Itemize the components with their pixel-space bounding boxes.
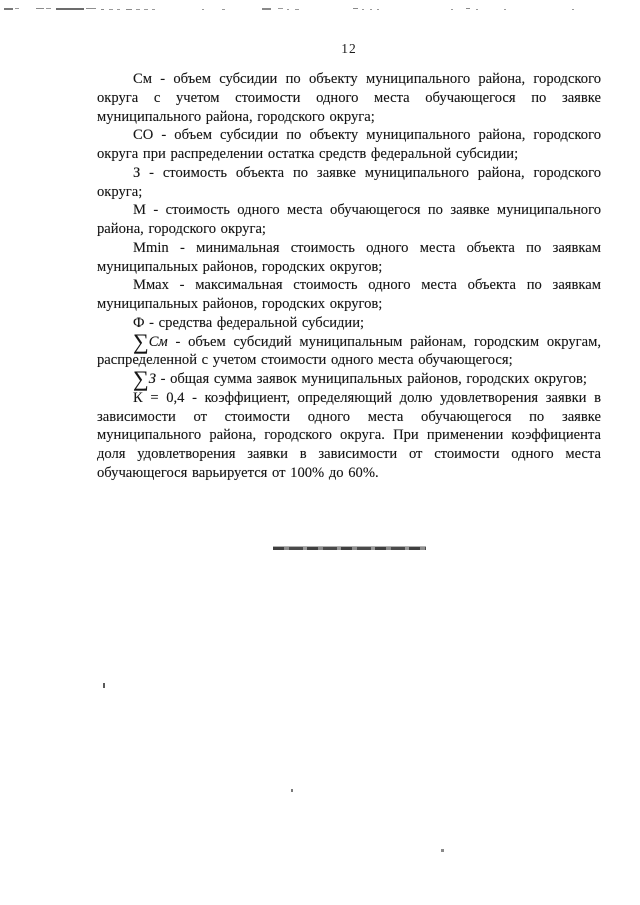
scan-artifact (152, 9, 155, 10)
sum-symbol: ∑ (133, 328, 149, 354)
paragraph (97, 314, 601, 333)
scan-artifact (262, 8, 271, 10)
paragraph (97, 328, 601, 371)
scan-artifact (103, 683, 105, 688)
formula-variable: См (148, 333, 168, 350)
text-segment: СО - объем субсидии по объекту муниципального района, городского округа при распределении остатка средств федеральной субсидии; (97, 127, 601, 162)
formula-variable: З (148, 371, 156, 387)
text-segment: Ммах - максимальная стоимость одного места объекта по заявкам муниципальных районов, городских округов; (97, 277, 601, 312)
scan-artifact (136, 9, 140, 10)
document-body (97, 70, 601, 483)
scan-artifact (117, 9, 120, 10)
scan-artifact (291, 789, 293, 792)
scan-artifact (476, 9, 478, 10)
scan-artifact (572, 9, 574, 10)
scan-artifact (126, 9, 132, 10)
scan-artifact (4, 8, 13, 10)
sum-symbol: ∑ (133, 366, 149, 391)
paragraph (97, 366, 601, 391)
text-segment: З - стоимость объекта по заявке муниципального района, городского округа; (97, 164, 601, 200)
text-segment: Mmin - минимальная стоимость одного места объекта по заявкам муниципальных районов, городских округов; (97, 239, 601, 275)
paragraph (97, 126, 601, 164)
paragraph (97, 201, 601, 239)
scan-artifact (295, 9, 299, 10)
paragraph (97, 276, 601, 314)
scan-artifact (466, 8, 470, 9)
scan-artifact (46, 8, 51, 9)
scan-artifact (36, 8, 44, 9)
scan-artifact (362, 9, 364, 10)
text-segment: М - стоимость одного места обучающегося по заявке муниципального района, городского округа; (97, 202, 601, 237)
scan-artifact (56, 8, 84, 10)
scan-artifact (441, 849, 444, 852)
scan-artifact (504, 9, 506, 10)
scan-artifact (353, 8, 358, 9)
text-segment: - объем субсидий муниципальным районам, городским округам, распределенной с учетом стоимости одного места обучающегося; (97, 333, 601, 369)
scan-artifact (101, 9, 104, 10)
scan-artifact (109, 9, 113, 10)
page-number: 12 (341, 41, 357, 56)
scan-artifact (370, 9, 372, 10)
scan-artifact (222, 9, 225, 10)
text-segment: См - объем субсидии по объекту муниципального района, городского округа с учетом стоимости одного места обучающегося по заявке муниципального района, городского округа; (97, 71, 601, 125)
paragraph (97, 164, 601, 202)
scan-artifact (144, 9, 148, 10)
paragraph (97, 70, 601, 126)
scan-artifact (86, 8, 96, 9)
scan-artifact (15, 8, 19, 9)
scan-artifact (377, 9, 379, 10)
scan-artifact (202, 9, 204, 10)
scan-artifact (278, 8, 283, 9)
text-segment: К = 0,4 - коэффициент, определяющий долю удовлетворения заявки в зависимости от стоимости одного места обучающегося по заявке муниципального района, городского округа. При применении коэффициента доля удовлетворения заявки в зависимости от стоимости одного места обучающегося варьируется от 100% до 60%. (97, 389, 601, 481)
text-segment: - общая сумма заявок муниципальных районов, городских округов; (155, 371, 587, 387)
section-divider (273, 546, 426, 550)
paragraph (97, 239, 601, 277)
text-segment: Ф - средства федеральной субсидии; (133, 314, 365, 331)
scan-artifact (287, 9, 289, 10)
scan-artifact (451, 9, 453, 10)
paragraph (97, 389, 601, 483)
